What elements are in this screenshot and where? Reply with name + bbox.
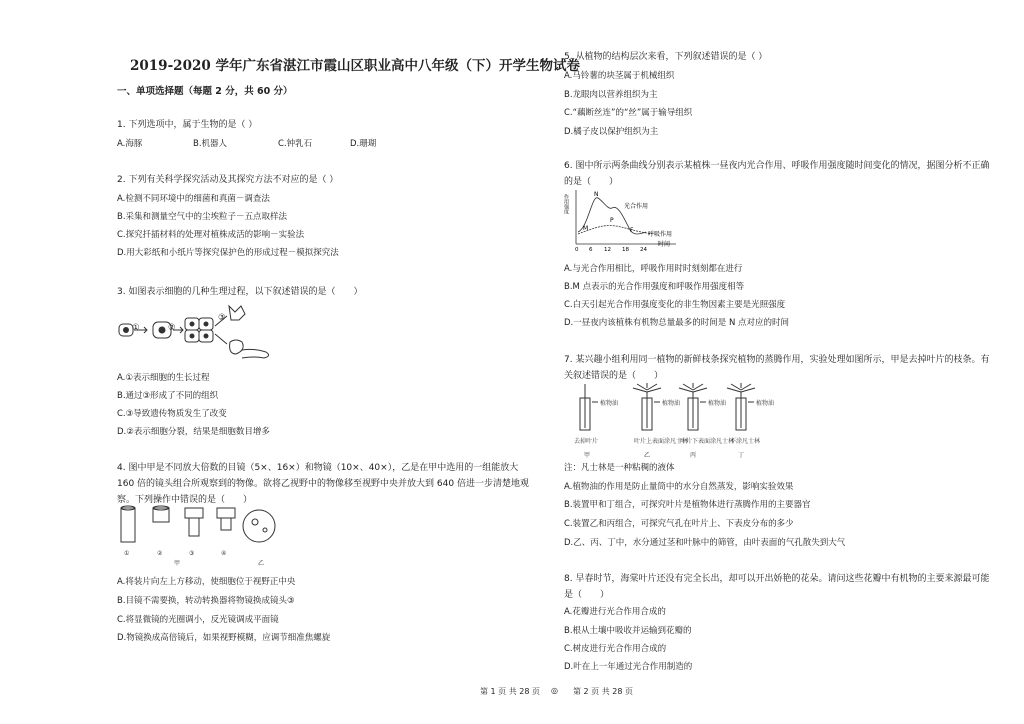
point-f: F bbox=[630, 227, 634, 234]
microscope-lens-figure bbox=[117, 504, 277, 548]
tick-24: 24 bbox=[640, 247, 647, 253]
q3-option-a: A.①表示细胞的生长过程 bbox=[117, 373, 210, 383]
q3-option-d: D.②表示细胞分裂，结果是细胞数目增多 bbox=[117, 427, 270, 437]
q7-option-c: C.装置乙和丙组合，可探究气孔在叶片上、下表皮分布的多少 bbox=[564, 519, 794, 529]
q7-caption-ding: 不涂凡士林 bbox=[730, 438, 761, 445]
q7-note: 注：凡士林是一种粘稠的液体 bbox=[564, 463, 675, 473]
q2-option-b: B.采集和测量空气中的尘埃粒子－五点取样法 bbox=[117, 212, 288, 222]
q1-option-a: A.海豚 bbox=[117, 139, 143, 149]
q4-option-c: C.将显微镜的光圈调小，反光镜调成平面镜 bbox=[117, 615, 279, 625]
q6-option-d: D.一昼夜内该植株有机物总量最多的时间是 N 点对应的时间 bbox=[564, 318, 790, 328]
q8-option-a: A.花瓣进行光合作用合成的 bbox=[564, 607, 666, 617]
q2-option-c: C.探究扦插材料的处理对植株成活的影响－实验法 bbox=[117, 230, 305, 240]
question-3-stem: 3. 如图表示细胞的几种生理过程，以下叙述错误的是（ ） bbox=[117, 287, 363, 297]
q7-label-yi: 乙 bbox=[644, 452, 651, 459]
footer-page-left: 第 1 页 共 28 页 bbox=[480, 687, 540, 696]
q5-option-c: C.“藕断丝连”的“丝”属于输导组织 bbox=[564, 108, 693, 118]
question-8-stem: 8. 早春时节，海棠叶片还没有完全长出，却可以开出娇艳的花朵。请问这些花瓣中有机物的主要来源最可能是（ ） bbox=[564, 574, 990, 600]
q8-option-c: C.树皮进行光合作用合成的 bbox=[564, 644, 667, 654]
q7-option-b: B.装置甲和丁组合，可探究叶片是植物体进行蒸腾作用的主要器官 bbox=[564, 500, 811, 510]
tick-12: 12 bbox=[604, 247, 611, 253]
q4-option-a: A.将装片向左上方移动，使细胞位于视野正中央 bbox=[117, 577, 296, 587]
page-title: 2019-2020 学年广东省湛江市霞山区职业高中八年级（下）开学生物试卷 bbox=[130, 58, 580, 74]
q4-label-1: ① bbox=[124, 550, 130, 557]
question-2-stem: 2. 下列有关科学探究活动及其探究方法不对应的是（ ） bbox=[117, 175, 339, 185]
question-5-stem: 5. 从植物的结构层次来看，下列叙述错误的是（ ） bbox=[564, 52, 768, 62]
curve-label-resp: 呼吸作用 bbox=[648, 231, 673, 238]
point-p: P bbox=[610, 217, 614, 224]
q7-label-bing: 丙 bbox=[690, 452, 697, 459]
q7-oil-label-1: 植物油 bbox=[600, 400, 619, 407]
q1-option-d: D.珊瑚 bbox=[350, 139, 377, 149]
question-7-stem: 7. 某兴趣小组利用同一植物的新鲜枝条探究植物的蒸腾作用，实验处理如图所示，甲是去掉叶片的枝条。有关叙述错误的是（ ） bbox=[564, 355, 990, 381]
q8-option-b: B.根从土壤中吸收并运输到花瓣的 bbox=[564, 626, 692, 636]
point-n: N bbox=[594, 191, 599, 198]
q2-option-d: D.用大彩纸和小纸片等探究保护色的形成过程－模拟探究法 bbox=[117, 248, 339, 258]
q6-option-a: A.与光合作用相比，呼吸作用时时刻刻都在进行 bbox=[564, 264, 743, 274]
footer-separator: ◎ bbox=[551, 686, 558, 695]
q4-label-2: ② bbox=[157, 550, 163, 557]
q4-figure-yi: 乙 bbox=[258, 560, 265, 567]
q1-option-b: B.机器人 bbox=[193, 139, 228, 149]
footer-page-right: 第 2 页 共 28 页 bbox=[573, 687, 633, 696]
q4-option-d: D.物镜换成高倍镜后，如果视野模糊，应调节细准焦螺旋 bbox=[117, 633, 331, 643]
section-heading: 一、单项选择题（每题 2 分，共 60 分） bbox=[117, 86, 293, 97]
q3-label-3: ③ bbox=[218, 313, 226, 323]
q3-option-b: B.通过③形成了不同的组织 bbox=[117, 391, 219, 401]
curve-label-photo: 光合作用 bbox=[624, 203, 649, 210]
q8-option-d: D.叶在上一年通过光合作用制造的 bbox=[564, 662, 693, 672]
chart-xlabel: 时间 bbox=[658, 241, 671, 248]
q7-oil-label-4: 植物油 bbox=[756, 400, 775, 407]
q4-label-3: ③ bbox=[189, 550, 195, 557]
tick-6: 6 bbox=[589, 247, 593, 253]
q5-option-a: A.马铃薯的块茎属于机械组织 bbox=[564, 71, 675, 81]
q4-label-4: ④ bbox=[221, 550, 227, 557]
transpiration-figure bbox=[564, 382, 774, 434]
q5-option-b: B.龙眼肉以营养组织为主 bbox=[564, 90, 658, 100]
q3-label-1: ① bbox=[132, 323, 140, 333]
point-m: M bbox=[583, 225, 589, 232]
tick-0: 0 bbox=[575, 247, 579, 253]
q3-option-c: C.③导致遗传物质发生了改变 bbox=[117, 409, 227, 419]
q5-option-d: D.橘子皮以保护组织为主 bbox=[564, 127, 659, 137]
q7-option-d: D.乙、丙、丁中，水分通过茎和叶脉中的筛管，由叶表面的气孔散失到大气 bbox=[564, 538, 846, 548]
cell-process-figure bbox=[117, 302, 277, 364]
q2-option-a: A.检测不同环境中的细菌和真菌－调查法 bbox=[117, 194, 270, 204]
q3-label-2: ② bbox=[168, 323, 176, 333]
q4-figure-jia: 甲 bbox=[174, 560, 181, 567]
q7-oil-label-3: 植物油 bbox=[708, 400, 727, 407]
tick-18: 18 bbox=[622, 247, 629, 253]
q4-option-b: B.目镜不需要换，转动转换器将物镜换成镜头③ bbox=[117, 596, 295, 606]
question-6-stem: 6. 图中所示两条曲线分别表示某植株一昼夜内光合作用、呼吸作用强度随时间变化的情况，据图分析不正确的是（ ） bbox=[564, 161, 990, 187]
q1-option-c: C.钟乳石 bbox=[278, 139, 313, 149]
q7-oil-label-2: 植物油 bbox=[662, 400, 681, 407]
q7-caption-jia: 去掉叶片 bbox=[574, 438, 599, 445]
q7-label-jia: 甲 bbox=[584, 452, 591, 459]
q7-option-a: A.植物油的作用是防止量筒中的水分自然蒸发，影响实验效果 bbox=[564, 482, 794, 492]
question-1-stem: 1. 下列选项中，属于生物的是（ ） bbox=[117, 120, 258, 130]
q7-label-ding: 丁 bbox=[738, 452, 745, 459]
q7-caption-yi: 叶片上表面涂凡士林 bbox=[634, 438, 689, 445]
q7-caption-bing: 叶片下表面涂凡士林 bbox=[680, 438, 735, 445]
photosynthesis-chart bbox=[564, 188, 694, 254]
right-page bbox=[540, 0, 1024, 724]
q6-option-b: B.M 点表示的光合作用强度和呼吸作用强度相等 bbox=[564, 282, 745, 292]
question-4-stem: 4. 图中甲是不同放大倍数的目镜（5×、16×）和物镜（10×、40×），乙是在甲中选用的一组能放大 160 倍的镜头组合所观察到的物像。欲将乙视野中的物像移至视野中央并放大到 640 倍进一步清楚地观察。下列操作中错误的是（ ） bbox=[117, 463, 529, 505]
chart-ylabel: 作用强度 bbox=[563, 194, 569, 214]
q6-option-c: C.白天引起光合作用强度变化的非生物因素主要是光照强度 bbox=[564, 300, 786, 310]
